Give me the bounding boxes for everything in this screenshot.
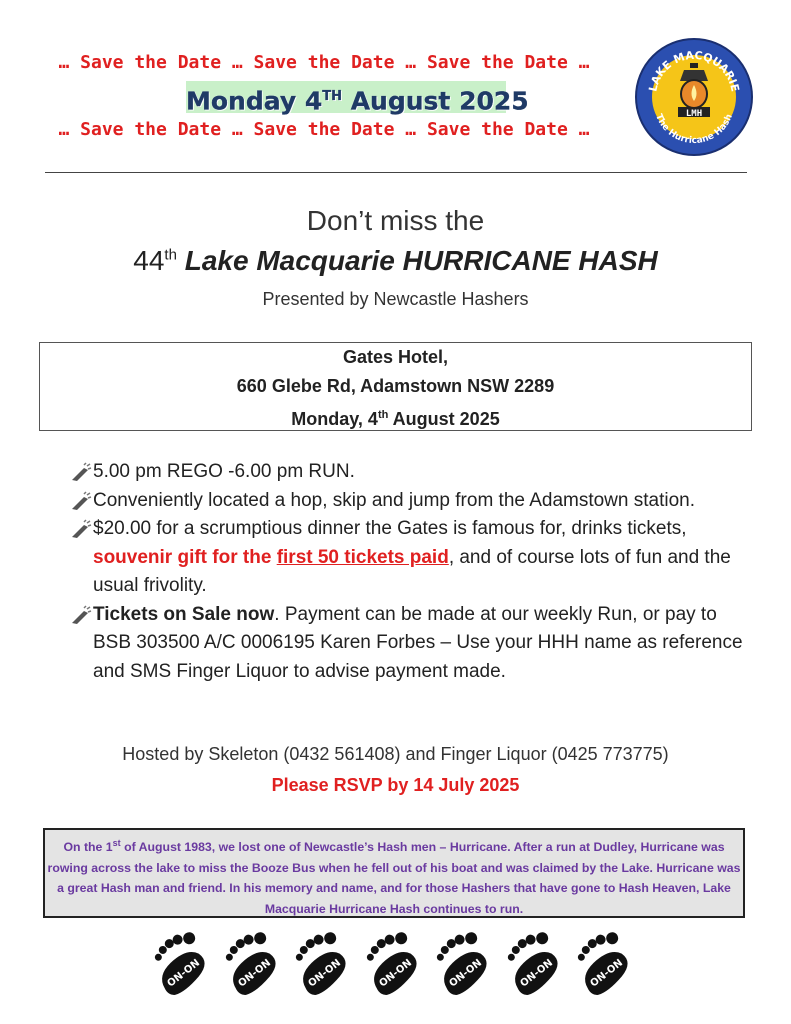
memorial-box xyxy=(43,828,745,918)
on-on-footprint-icon xyxy=(570,930,638,1004)
logo-badge: LMH xyxy=(685,109,703,119)
on-on-footprint-icon xyxy=(288,930,356,1004)
event-date-highlight xyxy=(186,81,529,116)
footprint-label: ON-ON xyxy=(588,957,626,990)
venue-box xyxy=(39,342,752,431)
venue-address: 660 Glebe Rd, Adamstown NSW 2289 xyxy=(236,376,555,396)
venue-name: Gates Hotel, xyxy=(342,347,449,367)
detail-time: 5.00 pm REGO -6.00 pm RUN. xyxy=(93,461,355,482)
footprint-label: ON-ON xyxy=(306,957,344,990)
list-item xyxy=(70,458,760,487)
first-50-text: first 50 tickets paid xyxy=(276,546,449,568)
list-item xyxy=(70,515,760,601)
footprints-row xyxy=(147,930,647,1010)
lmh-logo xyxy=(634,37,754,157)
on-on-footprint-icon xyxy=(500,930,568,1004)
event-name: Lake Macquarie HURRICANE HASH xyxy=(184,245,658,276)
list-item xyxy=(70,601,760,687)
on-on-footprint-icon xyxy=(218,930,286,1004)
logo-bottom-text: The Hurricane Hash xyxy=(653,112,735,147)
footprint-label: ON-ON xyxy=(517,957,555,990)
logo-top-text: LAKE MACQUARIE xyxy=(646,48,742,93)
on-on-footprint-icon xyxy=(429,930,497,1004)
shoe-bullet-icon xyxy=(70,604,92,626)
souvenir-text: souvenir gift for the xyxy=(93,546,277,568)
shoe-bullet-icon xyxy=(70,518,92,540)
tickets-on-sale: Tickets on Sale now xyxy=(93,603,275,625)
venue-date-prefix: Monday, 4 xyxy=(291,409,378,429)
save-the-date-top: … Save the Date … Save the Date … Save the Date … xyxy=(58,52,590,73)
footprint-label: ON-ON xyxy=(235,957,273,990)
memorial-sup: st xyxy=(112,838,121,848)
date-sup: TH xyxy=(322,89,342,104)
shoe-bullet-icon xyxy=(70,461,92,483)
save-the-date-bottom: … Save the Date … Save the Date … Save the Date … xyxy=(58,119,590,140)
venue-date-suffix: August 2025 xyxy=(388,409,500,429)
hosted-by: Hosted by Skeleton (0432 561408) and Finger Liquor (0425 773775) xyxy=(122,744,669,764)
detail-price: $20.00 for a scrumptious dinner the Gates is famous for, drinks tickets, xyxy=(93,518,687,539)
on-on-footprint-icon xyxy=(147,930,215,1004)
venue-date-sup: th xyxy=(377,409,389,421)
on-on-footprint-icon xyxy=(359,930,427,1004)
title-line-1: Don’t miss the xyxy=(306,205,485,236)
header-divider xyxy=(45,172,747,173)
date-rest: August 2025 xyxy=(342,86,529,116)
venue-date xyxy=(40,401,751,430)
detail-location: Conveniently located a hop, skip and jump from the Adamstown station. xyxy=(93,489,696,511)
memorial-text: of August 1983, we lost one of Newcastle’s Hash men – Hurricane. After a run at Dudley, Hurricane was rowing across the lake to miss the Booze Bus when he fell out of his boat and was claimed by the Lake. Hurricane was a great Hash man and friend. In his memory and name, and for those Hashers that have gone to Hash Heaven, Lake Macquarie Hurricane Hash continues to run. xyxy=(47,840,741,916)
footprint-label: ON-ON xyxy=(165,957,203,990)
rsvp-deadline: Please RSVP by 14 July 2025 xyxy=(271,775,520,795)
payment-details: . Payment can be made at our weekly Run, or pay to BSB 303500 A/C 0006195 Karen Forbes – Use your HHH name as reference and SMS Finger Liquor to advise payment made. xyxy=(93,603,743,682)
memorial-pre: On the 1 xyxy=(63,840,113,855)
footprint-label: ON-ON xyxy=(376,957,414,990)
list-item xyxy=(70,487,760,516)
shoe-bullet-icon xyxy=(70,490,92,512)
edition-number: 44 xyxy=(133,245,165,276)
date-main: Monday 4 xyxy=(186,86,323,116)
edition-sup: th xyxy=(164,246,177,264)
details-list xyxy=(70,458,760,686)
footprint-label: ON-ON xyxy=(447,957,485,990)
presenter-line: Presented by Newcastle Hashers xyxy=(262,289,529,309)
event-title xyxy=(0,245,791,277)
detail-price-end: , and of course lots of fun and the usual frivolity. xyxy=(93,546,731,596)
